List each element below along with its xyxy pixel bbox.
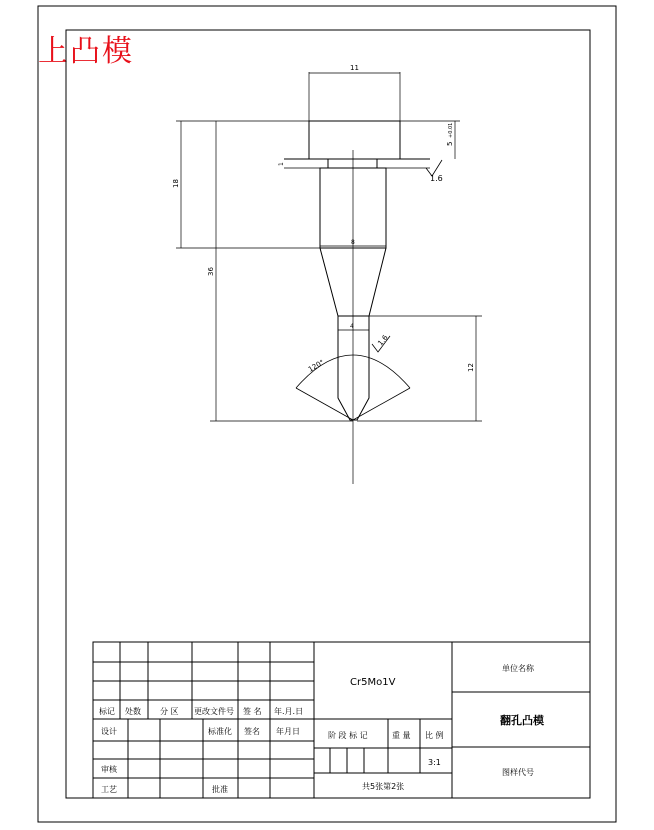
tb-date: 年月日	[276, 727, 300, 736]
dim-head-tolerance: +0.01	[448, 122, 454, 138]
tb-scale-value: 3:1	[428, 758, 441, 767]
tb-process: 工艺	[101, 785, 117, 794]
tb-drawing-code: 图样代号	[502, 768, 534, 777]
dim-flange: 1	[278, 162, 285, 166]
tb-approve: 批准	[212, 785, 228, 794]
tb-sign: 签名	[244, 727, 260, 736]
tb-header-date: 年.月.日	[274, 707, 304, 716]
dim-shank-diameter: 8	[351, 239, 355, 246]
tb-stage-mark: 阶 段 标 记	[328, 731, 368, 740]
punch-flange	[328, 159, 377, 168]
roughness-b-label: 1.6	[376, 333, 390, 348]
dim-tip-diameter: 4	[350, 323, 354, 330]
tb-unit-name: 单位名称	[502, 664, 534, 673]
dim-tip-length: 12	[467, 363, 475, 372]
tb-header-file: 更改文件号	[194, 707, 234, 716]
dim-upper-length: 18	[172, 179, 180, 188]
tb-weight: 重 量	[392, 731, 411, 740]
dim-head-height: 5	[446, 141, 454, 146]
drawing-title: 上凸模	[38, 34, 134, 69]
tb-header-count: 处数	[125, 707, 141, 716]
tb-check: 审核	[101, 765, 117, 774]
tb-design: 设计	[101, 727, 117, 736]
tb-standardize: 标准化	[208, 727, 232, 736]
dim-total-length: 36	[207, 267, 215, 276]
tb-header-zone: 分 区	[160, 707, 179, 716]
tb-header-mark: 标记	[99, 707, 115, 716]
inner-border	[66, 30, 590, 798]
tb-header-sign: 签 名	[243, 707, 262, 716]
punch-head	[309, 121, 400, 159]
roughness-a-label: 1.6	[430, 174, 443, 183]
cone-angle-label: 120°	[307, 358, 326, 374]
tb-scale-label: 比 例	[425, 731, 444, 740]
tb-drawing-name: 翻孔凸模	[500, 714, 544, 727]
tb-material: Cr5Mo1V	[350, 677, 396, 688]
dim-head-width: 11	[350, 64, 359, 72]
punch-tip	[338, 316, 369, 420]
tb-sheets: 共5张第2张	[362, 782, 405, 791]
